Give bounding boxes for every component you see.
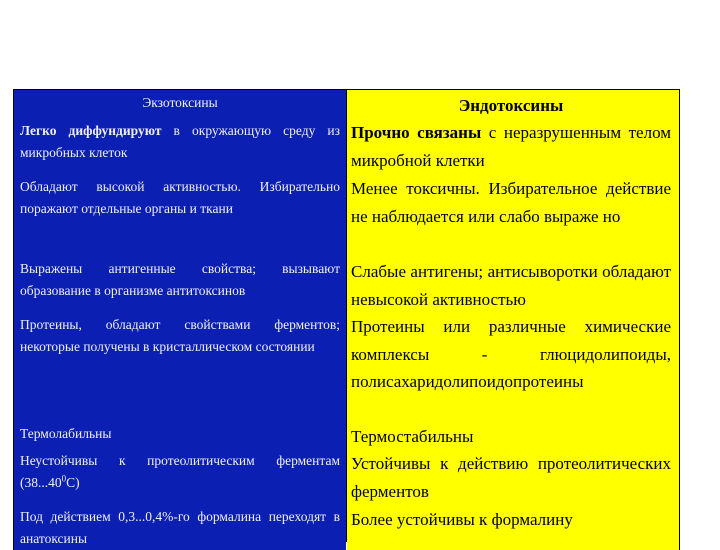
exo-row-7: Под действием 0,3...0,4%-го формалина переходят в анатоксины bbox=[20, 509, 340, 546]
exo-row-6-degree: 0 bbox=[61, 473, 67, 483]
exo-row-1-bold: Легко диффундируют bbox=[20, 123, 162, 138]
endo-row-3: Слабые антигены; антисыворотки обладают невысокой активностью bbox=[351, 262, 671, 309]
endo-row-1-text: с неразрушенным телом микробной клетки bbox=[351, 123, 671, 170]
exo-row-1 bbox=[14, 120, 346, 163]
exotoxins-column bbox=[14, 90, 346, 550]
exo-row-6 bbox=[14, 450, 346, 493]
exo-row-4: Протеины, обладают свойствами ферментов; некоторые получены в кристаллическом состоянии bbox=[20, 317, 340, 354]
header-endotoxins: Эндотоксины bbox=[458, 96, 564, 115]
exo-row-6-end: С) bbox=[66, 474, 80, 490]
comparison-table bbox=[13, 89, 680, 550]
exo-row-1-text: в окружающую среду из микробных клеток bbox=[20, 123, 340, 160]
exo-row-3: Выражены антигенные свойства; вызывают образование в организме антитоксинов bbox=[20, 261, 340, 298]
endo-row-1 bbox=[347, 119, 679, 174]
exo-row-6-text: Неустойчивы к протеолитическим ферментам (38...40 bbox=[20, 453, 340, 490]
endo-row-4: Протеины или различные химические комплексы - глюцидолипоиды, полисахаридолипоидопротеины bbox=[351, 317, 671, 391]
endotoxins-column bbox=[347, 90, 679, 550]
endo-row-7: Более устойчивы к формалину bbox=[351, 510, 573, 529]
exo-row-5: Термолабильны bbox=[20, 426, 112, 441]
endo-row-1-bold: Прочно связаны bbox=[351, 123, 482, 142]
endo-row-2: Менее токсичны. Избирательное действие не наблюдается или слабо выраже но bbox=[351, 179, 671, 226]
header-exotoxins: Экзотоксины bbox=[142, 95, 218, 110]
endo-row-6: Устойчивы к действию протеолитических ферментов bbox=[351, 454, 671, 501]
exo-row-2: Обладают высокой активностью. Избирательно поражают отдельные органы и ткани bbox=[20, 179, 340, 216]
endo-row-5: Термостабильны bbox=[351, 427, 474, 446]
